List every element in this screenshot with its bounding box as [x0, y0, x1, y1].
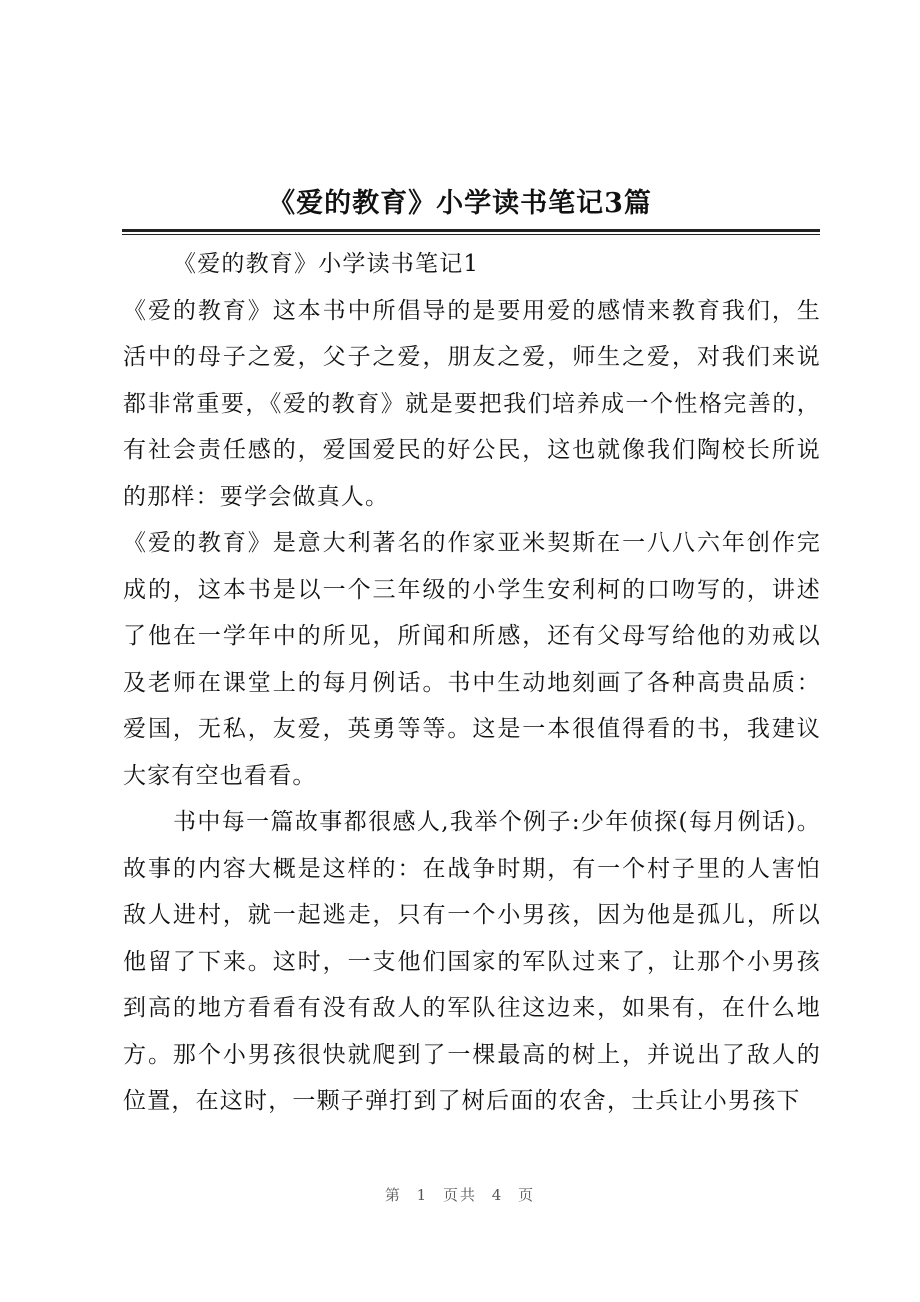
- title-divider-thick: [122, 229, 820, 232]
- paragraph: 《爱的教育》是意大利著名的作家亚米契斯在一八八六年创作完成的，这本书是以一个三年级的小学生安利柯的口吻写的，讲述了他在一学年中的所见，所闻和所感，还有父母写给他的劝戒以及老师在课堂上的每月例话。书中生动地刻画了各种高贵品质：爱国，无私，友爱，英勇等等。这是一本很值得看的书，我建议大家有空也看看。: [123, 530, 821, 789]
- paragraph: 《爱的教育》这本书中所倡导的是要用爱的感情来教育我们，生活中的母子之爱，父子之爱，朋友之爱，师生之爱，对我们来说都非常重要，《爱的教育》就是要把我们培养成一个性格完善的，有社会责任感的，爱国爱民的好公民，这也就像我们陶校长所说的那样：要学会做真人。: [123, 297, 821, 510]
- document-body: [123, 241, 821, 1125]
- page-number: 第 1 页共 4 页: [384, 1186, 536, 1204]
- section-heading: 《爱的教育》小学读书笔记1: [173, 251, 480, 277]
- document-title: 《爱的教育》小学读书笔记3篇: [268, 188, 652, 219]
- title-divider-thin: [122, 234, 820, 235]
- paragraph: 书中每一篇故事都很感人,我举个例子:少年侦探(每月例话)。故事的内容大概是这样的：在战争时期，有一个村子里的人害怕敌人进村，就一起逃走，只有一个小男孩，因为他是孤儿，所以他留了下来。这时，一支他们国家的军队过来了，让那个小男孩到高的地方看看有没有敌人的军队往这边来，如果有，在什么地方。那个小男孩很快就爬到了一棵最高的树上，并说出了敌人的位置，在这时，一颗子弹打到了树后面的农舍，士兵让小男孩下: [123, 809, 821, 1114]
